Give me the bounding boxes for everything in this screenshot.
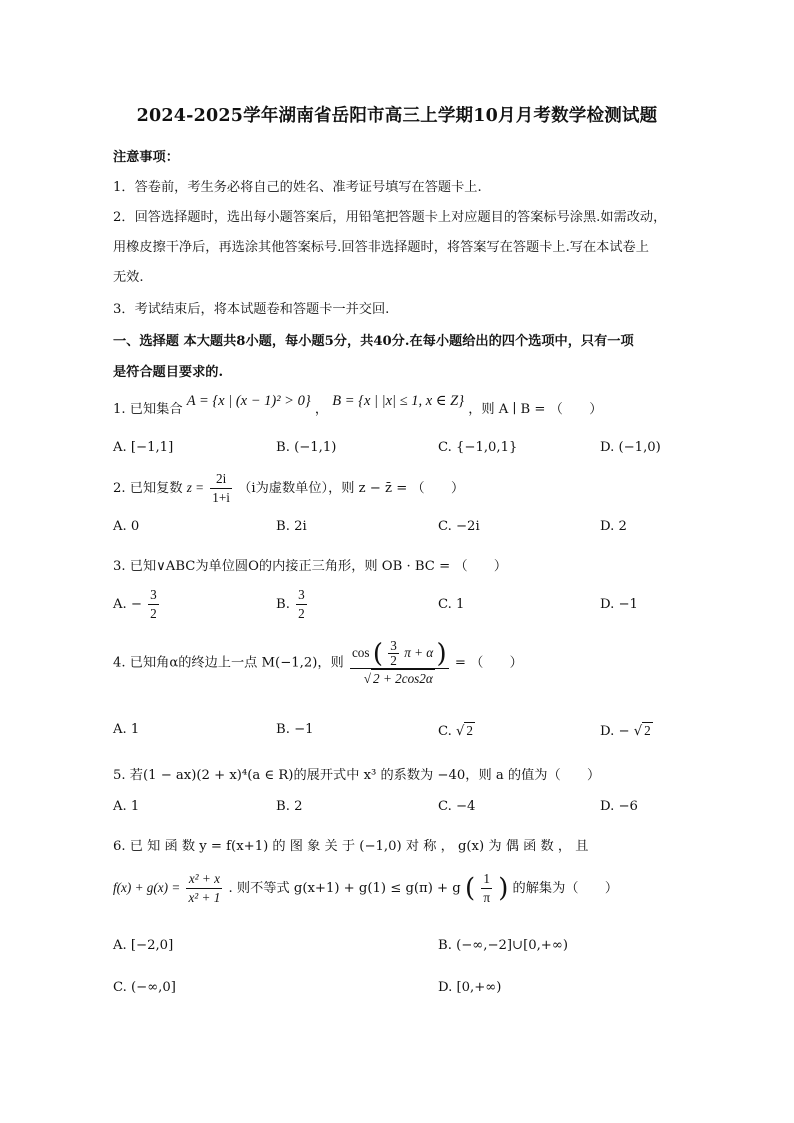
question-4-option-d-label: D. − <box>600 724 630 739</box>
question-4-numerator <box>350 638 449 669</box>
question-6-mid: . 则不等式 g(x+1) + g(1) ≤ g(π) + g <box>228 881 461 896</box>
question-1-option-b: B. (−1,1) <box>276 440 337 455</box>
question-6-denominator: x² + 1 <box>188 890 221 905</box>
question-4-prefix: 4. 已知角α的终边上一点 M(−1,2)，则 <box>113 655 344 671</box>
question-6-right-paren: ) <box>498 873 509 904</box>
question-1-option-d: D. (−1,0) <box>600 440 661 455</box>
question-4-sqrt-sign: √ <box>363 671 372 687</box>
question-2-option-a: A. 0 <box>113 519 140 534</box>
question-1 <box>113 393 603 418</box>
question-3-option-a-label: A. − <box>113 597 142 612</box>
question-5: 5. 若(1 − ax)(2 + x)⁴(a ∈ R)的展开式中 x³ 的系数为 −40，则 a 的值为（ ） <box>113 768 601 783</box>
question-4-inner-denominator: 2 <box>390 653 397 669</box>
question-4-option-c-sqrt-sign: √ <box>456 724 465 739</box>
question-4-left-paren: ( <box>372 638 383 669</box>
question-2-option-c: C. −2i <box>438 519 480 534</box>
notice-item-1: 1．答卷前，考生务必将自己的姓名、准考证号填写在答题卡上. <box>113 180 482 195</box>
question-1-prefix: 1. 已知集合 <box>113 402 183 417</box>
question-2-fraction-denominator: 1+i <box>212 490 230 505</box>
question-4-option-c <box>438 722 475 739</box>
question-6-small-fraction <box>481 870 492 907</box>
question-5-option-c: C. −4 <box>438 799 476 814</box>
question-3-option-b <box>276 586 309 623</box>
question-6-left-paren: ( <box>464 873 476 904</box>
question-2-ask: （i为虚数单位），则 z − z̄ = （ ） <box>238 481 465 496</box>
section-1-line-1: 一、选择题 本大题共8小题，每小题5分，共40分.在每小题给出的四个选项中，只有一项 <box>113 334 634 349</box>
question-4-option-d <box>600 722 653 739</box>
question-5-option-a: A. 1 <box>113 799 140 814</box>
question-6-line-1: 6. 已 知 函 数 y = f(x+1) 的 图 象 关 于 (−1,0) 对 称 ， g(x) 为 偶 函 数 ， 且 <box>113 839 589 854</box>
question-3-option-a <box>113 586 161 623</box>
question-6-option-d: D. [0,+∞) <box>438 980 502 995</box>
question-4-option-b: B. −1 <box>276 722 314 737</box>
question-2 <box>113 470 464 507</box>
question-4-inner-fraction <box>388 639 399 668</box>
question-6-small-denominator: π <box>483 890 490 905</box>
question-1-sep: ， <box>314 402 329 417</box>
question-4-denominator-expr: 2 + 2cos2α <box>373 671 433 687</box>
question-6-small-numerator: 1 <box>481 870 492 889</box>
question-6-lhs: f(x) + g(x) = <box>113 880 181 895</box>
question-2-option-b: B. 2i <box>276 519 307 534</box>
question-2-fraction-numerator: 2i <box>210 470 232 489</box>
question-4-option-c-label: C. <box>438 724 452 739</box>
question-1-set-a: A = {x | (x − 1)² > 0} <box>186 393 311 409</box>
question-4-inner-numerator: 3 <box>390 638 397 654</box>
question-4-denominator <box>350 669 449 688</box>
question-4-option-d-radicand: 2 <box>644 723 651 738</box>
question-3-option-a-denominator: 2 <box>150 606 157 621</box>
page-title: 2024-2025学年湖南省岳阳市高三上学期10月月考数学检测试题 <box>136 106 658 126</box>
question-6-numerator: x² + x <box>186 870 222 889</box>
question-3-option-b-numerator: 3 <box>296 586 307 605</box>
question-6-option-c: C. (−∞,0] <box>113 980 176 995</box>
question-3: 3. 已知∨ABC为单位圆O的内接正三角形，则 OB · BC = （ ） <box>113 559 508 574</box>
question-3-option-d: D. −1 <box>600 597 638 612</box>
question-2-prefix: 2. 已知复数 <box>113 481 183 496</box>
notice-item-2-line-2: 用橡皮擦干净后，再选涂其他答案标号.回答非选择题时，将答案写在答题卡上.写在本试卷上 <box>113 240 649 255</box>
question-1-option-c: C. {−1,0,1} <box>438 440 518 455</box>
question-3-option-a-numerator: 3 <box>148 586 159 605</box>
question-6-ask: 的解集为（ ） <box>512 881 619 896</box>
question-2-option-d: D. 2 <box>600 519 627 534</box>
question-5-option-d: D. −6 <box>600 799 638 814</box>
question-3-option-b-fraction <box>296 586 307 623</box>
notice-item-3: 3．考试结束后，将本试题卷和答题卡一并交回. <box>113 302 390 317</box>
question-1-option-a: A. [−1,1] <box>113 440 174 455</box>
question-4-option-a: A. 1 <box>113 722 140 737</box>
question-4-cos: cos <box>351 645 370 660</box>
section-1-line-2: 是符合题目要求的. <box>113 365 224 380</box>
question-1-set-b: B = {x | |x| ≤ 1, x ∈ Z} <box>332 393 465 409</box>
question-3-option-b-denominator: 2 <box>298 606 305 621</box>
question-3-option-a-fraction <box>148 586 159 623</box>
question-4 <box>113 638 523 688</box>
question-4-option-d-sqrt-sign: √ <box>633 724 643 739</box>
question-4-inner-rest: π + α <box>404 645 434 660</box>
question-4-fraction <box>350 638 449 688</box>
question-5-option-b: B. 2 <box>276 799 303 814</box>
question-3-option-b-label: B. <box>276 597 290 612</box>
question-6-fraction <box>186 870 222 907</box>
question-3-option-c: C. 1 <box>438 597 465 612</box>
notice-item-2-line-1: 2．回答选择题时，选出每小题答案后，用铅笔把答题卡上对应题目的答案标号涂黑.如需改动， <box>113 210 667 225</box>
question-6-option-b: B. (−∞,−2]∪[0,+∞) <box>438 938 568 953</box>
question-4-option-c-radicand: 2 <box>466 723 474 738</box>
notice-heading: 注意事项： <box>113 150 179 165</box>
question-2-fraction <box>210 470 232 507</box>
notice-item-2-line-3: 无效. <box>113 270 144 285</box>
question-4-ask: = （ ） <box>454 655 523 671</box>
question-1-ask: ，则 A ∣ B = （ ） <box>468 402 603 417</box>
question-6-line-2 <box>113 870 618 907</box>
question-2-lhs: z = <box>186 480 205 495</box>
question-4-right-paren: ) <box>436 638 447 669</box>
question-6-option-a: A. [−2,0] <box>113 938 174 953</box>
